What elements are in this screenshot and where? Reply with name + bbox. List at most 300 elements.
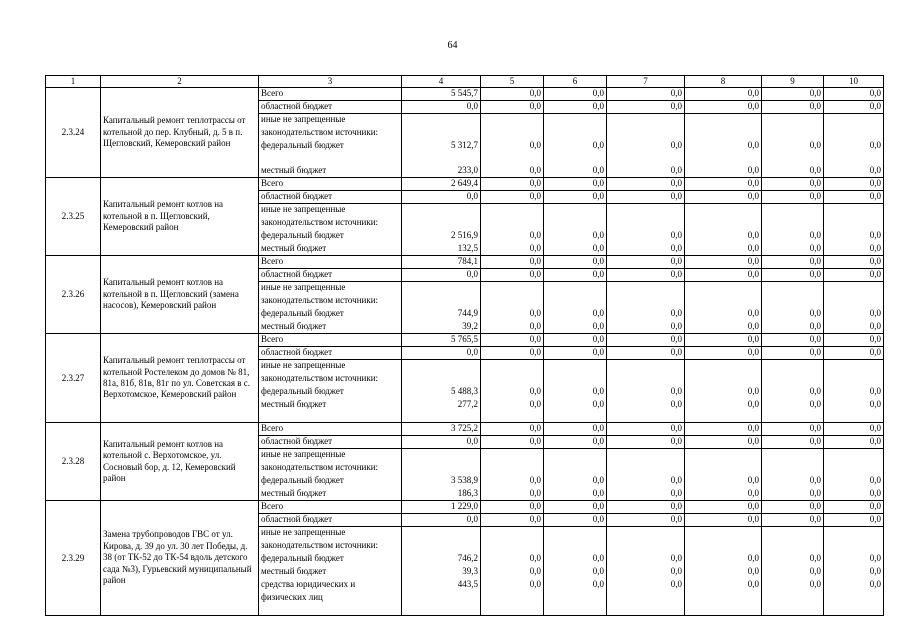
- source-label: законодательством источники:: [259, 462, 402, 475]
- amount-cell: 0,0: [481, 256, 544, 269]
- empty-cell: [607, 592, 685, 616]
- column-header: 10: [824, 76, 884, 88]
- empty-cell: [481, 114, 544, 127]
- empty-cell: [402, 127, 481, 140]
- item-code: 2.3.24: [46, 88, 101, 178]
- amount-cell: 0,0: [607, 386, 685, 399]
- amount-cell: 0,0: [402, 436, 481, 449]
- empty-cell: [762, 282, 824, 295]
- amount-cell: 0,0: [481, 423, 544, 436]
- amount-cell: 0,0: [824, 178, 884, 191]
- amount-cell: 5 545,7: [402, 88, 481, 101]
- amount-cell: 0,0: [762, 514, 824, 527]
- amount-cell: 0,0: [762, 436, 824, 449]
- amount-cell: 0,0: [607, 501, 685, 514]
- amount-cell: 0,0: [607, 579, 685, 592]
- amount-cell: 0,0: [824, 243, 884, 256]
- amount-cell: 0,0: [544, 423, 607, 436]
- budget-table: [45, 75, 884, 616]
- item-code: 2.3.27: [46, 334, 101, 423]
- empty-cell: [762, 373, 824, 386]
- amount-cell: 0,0: [824, 436, 884, 449]
- amount-cell: 39,2: [402, 321, 481, 334]
- amount-cell: 5 765,5: [402, 334, 481, 347]
- source-label: местный бюджет: [259, 566, 402, 579]
- empty-cell: [824, 114, 884, 127]
- amount-cell: 0,0: [481, 321, 544, 334]
- amount-cell: 0,0: [685, 269, 762, 282]
- empty-cell: [762, 295, 824, 308]
- empty-cell: [685, 295, 762, 308]
- amount-cell: 0,0: [762, 230, 824, 243]
- amount-cell: 0,0: [607, 423, 685, 436]
- item-code: 2.3.26: [46, 256, 101, 334]
- amount-cell: 0,0: [685, 178, 762, 191]
- header-row: [46, 76, 884, 88]
- amount-cell: 0,0: [824, 579, 884, 592]
- column-header: 2: [101, 76, 259, 88]
- item-name: Капитальный ремонт котлов на котельной в п. Щегловский, Кемеровский район: [101, 178, 259, 256]
- amount-cell: 0,0: [607, 269, 685, 282]
- empty-cell: [402, 204, 481, 217]
- empty-cell: [481, 360, 544, 373]
- amount-cell: 0,0: [685, 230, 762, 243]
- source-label: физических лиц: [259, 592, 402, 616]
- table-row: [46, 178, 884, 191]
- empty-cell: [402, 592, 481, 616]
- empty-cell: [824, 373, 884, 386]
- empty-cell: [544, 592, 607, 616]
- source-label: средства юридических и: [259, 579, 402, 592]
- amount-cell: 0,0: [481, 334, 544, 347]
- source-label: областной бюджет: [259, 269, 402, 282]
- amount-cell: 5 312,7: [402, 140, 481, 165]
- amount-cell: 0,0: [762, 347, 824, 360]
- source-label: федеральный бюджет: [259, 386, 402, 399]
- amount-cell: 0,0: [607, 321, 685, 334]
- column-header: 9: [762, 76, 824, 88]
- table-row: [46, 501, 884, 514]
- amount-cell: 0,0: [607, 553, 685, 566]
- source-label: областной бюджет: [259, 514, 402, 527]
- amount-cell: 0,0: [481, 269, 544, 282]
- item-name: Капитальный ремонт котлов на котельной с. Верхотомское, ул. Сосновый бор, д. 12, Кемеровский район: [101, 423, 259, 501]
- source-label: местный бюджет: [259, 488, 402, 501]
- empty-cell: [607, 114, 685, 127]
- column-header: 3: [259, 76, 402, 88]
- source-label: Всего: [259, 334, 402, 347]
- amount-cell: 0,0: [544, 386, 607, 399]
- amount-cell: 0,0: [544, 191, 607, 204]
- amount-cell: 0,0: [607, 191, 685, 204]
- amount-cell: 0,0: [685, 579, 762, 592]
- empty-cell: [762, 127, 824, 140]
- source-label: местный бюджет: [259, 165, 402, 178]
- empty-cell: [607, 295, 685, 308]
- empty-cell: [685, 360, 762, 373]
- source-label: местный бюджет: [259, 321, 402, 334]
- amount-cell: 0,0: [762, 488, 824, 501]
- source-label: областной бюджет: [259, 191, 402, 204]
- source-label: федеральный бюджет: [259, 230, 402, 243]
- empty-cell: [402, 217, 481, 230]
- empty-cell: [481, 449, 544, 462]
- amount-cell: 0,0: [402, 269, 481, 282]
- column-header: 5: [481, 76, 544, 88]
- empty-cell: [481, 592, 544, 616]
- empty-cell: [607, 373, 685, 386]
- empty-cell: [685, 540, 762, 553]
- item-name: Замена трубопроводов ГВС от ул. Кирова, д. 39 до ул. 30 лет Победы, д. 38 (от ТК-52 до ТК-54 вдоль детского сада №3), Гурьевский муниципальный район: [101, 501, 259, 616]
- empty-cell: [402, 540, 481, 553]
- empty-cell: [481, 127, 544, 140]
- amount-cell: 0,0: [481, 386, 544, 399]
- source-label: законодательством источники:: [259, 127, 402, 140]
- amount-cell: 0,0: [481, 501, 544, 514]
- empty-cell: [762, 217, 824, 230]
- empty-cell: [762, 527, 824, 540]
- empty-cell: [824, 217, 884, 230]
- item-code: 2.3.28: [46, 423, 101, 501]
- amount-cell: 0,0: [824, 514, 884, 527]
- amount-cell: 744,9: [402, 308, 481, 321]
- amount-cell: 0,0: [544, 269, 607, 282]
- empty-cell: [685, 282, 762, 295]
- amount-cell: 0,0: [607, 165, 685, 178]
- amount-cell: 0,0: [824, 191, 884, 204]
- amount-cell: 0,0: [607, 347, 685, 360]
- amount-cell: 0,0: [824, 334, 884, 347]
- amount-cell: 0,0: [607, 514, 685, 527]
- amount-cell: 3 538,9: [402, 475, 481, 488]
- amount-cell: 0,0: [824, 321, 884, 334]
- amount-cell: 0,0: [762, 566, 824, 579]
- amount-cell: 0,0: [481, 488, 544, 501]
- amount-cell: 5 488,3: [402, 386, 481, 399]
- amount-cell: 0,0: [762, 423, 824, 436]
- amount-cell: 0,0: [607, 256, 685, 269]
- amount-cell: 0,0: [762, 321, 824, 334]
- amount-cell: 0,0: [762, 501, 824, 514]
- source-label: местный бюджет: [259, 399, 402, 423]
- page-number: 64: [447, 40, 458, 51]
- amount-cell: 277,2: [402, 399, 481, 423]
- amount-cell: 0,0: [685, 256, 762, 269]
- source-label: законодательством источники:: [259, 295, 402, 308]
- empty-cell: [607, 527, 685, 540]
- amount-cell: 0,0: [481, 436, 544, 449]
- source-label: законодательством источники:: [259, 540, 402, 553]
- amount-cell: 0,0: [607, 436, 685, 449]
- source-label: федеральный бюджет: [259, 475, 402, 488]
- amount-cell: 0,0: [824, 140, 884, 165]
- empty-cell: [607, 282, 685, 295]
- amount-cell: 0,0: [762, 386, 824, 399]
- empty-cell: [544, 462, 607, 475]
- amount-cell: 132,5: [402, 243, 481, 256]
- empty-cell: [544, 360, 607, 373]
- amount-cell: 0,0: [544, 101, 607, 114]
- empty-cell: [402, 462, 481, 475]
- item-name: Капитальный ремонт теплотрассы от котельной Ростелеком до домов № 81, 81а, 81б, 81в, 81г по ул. Советская в с. Верхотомское, Кемеровский район: [101, 334, 259, 423]
- amount-cell: 0,0: [544, 140, 607, 165]
- empty-cell: [544, 540, 607, 553]
- amount-cell: 0,0: [685, 501, 762, 514]
- amount-cell: 0,0: [685, 243, 762, 256]
- source-label: областной бюджет: [259, 436, 402, 449]
- amount-cell: 0,0: [762, 553, 824, 566]
- amount-cell: 0,0: [824, 347, 884, 360]
- table-row: [46, 334, 884, 347]
- item-name: Капитальный ремонт теплотрассы от котельной до пер. Клубный, д. 5 в п. Щегловский, Кемеровский район: [101, 88, 259, 178]
- amount-cell: 0,0: [824, 101, 884, 114]
- amount-cell: 0,0: [607, 399, 685, 423]
- amount-cell: 0,0: [824, 423, 884, 436]
- column-header: 4: [402, 76, 481, 88]
- amount-cell: 0,0: [544, 399, 607, 423]
- empty-cell: [607, 127, 685, 140]
- empty-cell: [824, 360, 884, 373]
- amount-cell: 0,0: [685, 165, 762, 178]
- amount-cell: 2 649,4: [402, 178, 481, 191]
- empty-cell: [607, 449, 685, 462]
- amount-cell: 0,0: [685, 423, 762, 436]
- amount-cell: 0,0: [685, 514, 762, 527]
- empty-cell: [824, 527, 884, 540]
- amount-cell: 0,0: [402, 514, 481, 527]
- amount-cell: 0,0: [685, 101, 762, 114]
- source-label: иные не запрещенные: [259, 360, 402, 373]
- amount-cell: 0,0: [481, 399, 544, 423]
- source-label: иные не запрещенные: [259, 449, 402, 462]
- empty-cell: [824, 540, 884, 553]
- source-label: федеральный бюджет: [259, 553, 402, 566]
- source-label: областной бюджет: [259, 101, 402, 114]
- amount-cell: 0,0: [685, 88, 762, 101]
- empty-cell: [824, 592, 884, 616]
- empty-cell: [762, 114, 824, 127]
- amount-cell: 443,5: [402, 579, 481, 592]
- column-header: 8: [685, 76, 762, 88]
- empty-cell: [685, 527, 762, 540]
- empty-cell: [762, 462, 824, 475]
- source-label: местный бюджет: [259, 243, 402, 256]
- empty-cell: [685, 204, 762, 217]
- empty-cell: [544, 114, 607, 127]
- empty-cell: [685, 114, 762, 127]
- amount-cell: 0,0: [824, 501, 884, 514]
- empty-cell: [544, 449, 607, 462]
- amount-cell: 0,0: [685, 191, 762, 204]
- amount-cell: 0,0: [762, 101, 824, 114]
- empty-cell: [607, 540, 685, 553]
- amount-cell: 0,0: [824, 386, 884, 399]
- empty-cell: [685, 127, 762, 140]
- empty-cell: [402, 527, 481, 540]
- empty-cell: [481, 527, 544, 540]
- amount-cell: 0,0: [762, 88, 824, 101]
- column-header: 6: [544, 76, 607, 88]
- empty-cell: [607, 360, 685, 373]
- amount-cell: 0,0: [762, 178, 824, 191]
- source-label: областной бюджет: [259, 347, 402, 360]
- empty-cell: [402, 295, 481, 308]
- table-row: [46, 423, 884, 436]
- amount-cell: 0,0: [607, 230, 685, 243]
- amount-cell: 0,0: [402, 191, 481, 204]
- amount-cell: 0,0: [481, 243, 544, 256]
- item-code: 2.3.29: [46, 501, 101, 616]
- amount-cell: 0,0: [762, 579, 824, 592]
- source-label: Всего: [259, 501, 402, 514]
- amount-cell: 0,0: [824, 475, 884, 488]
- amount-cell: 0,0: [824, 165, 884, 178]
- amount-cell: 0,0: [685, 334, 762, 347]
- empty-cell: [481, 462, 544, 475]
- amount-cell: 0,0: [402, 101, 481, 114]
- amount-cell: 0,0: [481, 230, 544, 243]
- amount-cell: 0,0: [544, 566, 607, 579]
- amount-cell: 0,0: [762, 243, 824, 256]
- item-code: 2.3.25: [46, 178, 101, 256]
- source-label: иные не запрещенные: [259, 282, 402, 295]
- amount-cell: 0,0: [481, 191, 544, 204]
- amount-cell: 0,0: [685, 386, 762, 399]
- amount-cell: 0,0: [481, 347, 544, 360]
- amount-cell: 0,0: [762, 334, 824, 347]
- amount-cell: 0,0: [685, 553, 762, 566]
- empty-cell: [607, 462, 685, 475]
- amount-cell: 0,0: [824, 566, 884, 579]
- source-label: иные не запрещенные: [259, 527, 402, 540]
- amount-cell: 0,0: [762, 308, 824, 321]
- amount-cell: 0,0: [481, 88, 544, 101]
- amount-cell: 0,0: [607, 243, 685, 256]
- amount-cell: 0,0: [544, 178, 607, 191]
- source-label: иные не запрещенные: [259, 114, 402, 127]
- amount-cell: 3 725,2: [402, 423, 481, 436]
- amount-cell: 0,0: [824, 553, 884, 566]
- amount-cell: 186,3: [402, 488, 481, 501]
- empty-cell: [824, 204, 884, 217]
- empty-cell: [481, 540, 544, 553]
- amount-cell: 0,0: [544, 165, 607, 178]
- amount-cell: 0,0: [481, 101, 544, 114]
- amount-cell: 0,0: [607, 88, 685, 101]
- amount-cell: 0,0: [824, 230, 884, 243]
- amount-cell: 0,0: [544, 436, 607, 449]
- amount-cell: 784,1: [402, 256, 481, 269]
- empty-cell: [544, 295, 607, 308]
- amount-cell: 0,0: [544, 308, 607, 321]
- source-label: Всего: [259, 423, 402, 436]
- amount-cell: 0,0: [685, 399, 762, 423]
- source-label: Всего: [259, 88, 402, 101]
- amount-cell: 0,0: [824, 488, 884, 501]
- empty-cell: [824, 127, 884, 140]
- amount-cell: 0,0: [544, 514, 607, 527]
- amount-cell: 0,0: [481, 165, 544, 178]
- empty-cell: [481, 282, 544, 295]
- amount-cell: 746,2: [402, 553, 481, 566]
- empty-cell: [544, 527, 607, 540]
- amount-cell: 0,0: [824, 269, 884, 282]
- amount-cell: 0,0: [762, 475, 824, 488]
- empty-cell: [762, 204, 824, 217]
- empty-cell: [685, 462, 762, 475]
- amount-cell: 0,0: [824, 308, 884, 321]
- empty-cell: [402, 360, 481, 373]
- amount-cell: 0,0: [544, 347, 607, 360]
- amount-cell: 39,3: [402, 566, 481, 579]
- empty-cell: [762, 540, 824, 553]
- empty-cell: [824, 449, 884, 462]
- amount-cell: 0,0: [685, 347, 762, 360]
- empty-cell: [402, 449, 481, 462]
- empty-cell: [481, 295, 544, 308]
- amount-cell: 0,0: [607, 488, 685, 501]
- amount-cell: 0,0: [762, 165, 824, 178]
- empty-cell: [685, 592, 762, 616]
- amount-cell: 0,0: [544, 579, 607, 592]
- amount-cell: 0,0: [544, 334, 607, 347]
- empty-cell: [685, 217, 762, 230]
- amount-cell: 0,0: [481, 566, 544, 579]
- empty-cell: [402, 114, 481, 127]
- amount-cell: 0,0: [544, 321, 607, 334]
- amount-cell: 0,0: [607, 566, 685, 579]
- amount-cell: 0,0: [762, 140, 824, 165]
- amount-cell: 0,0: [544, 475, 607, 488]
- amount-cell: 0,0: [607, 308, 685, 321]
- amount-cell: 0,0: [481, 579, 544, 592]
- amount-cell: 0,0: [544, 256, 607, 269]
- table-body: [46, 88, 884, 616]
- amount-cell: 0,0: [607, 140, 685, 165]
- source-label: Всего: [259, 178, 402, 191]
- amount-cell: 0,0: [762, 191, 824, 204]
- amount-cell: 0,0: [481, 514, 544, 527]
- amount-cell: 0,0: [762, 269, 824, 282]
- empty-cell: [544, 373, 607, 386]
- amount-cell: 0,0: [685, 140, 762, 165]
- empty-cell: [402, 282, 481, 295]
- empty-cell: [685, 373, 762, 386]
- source-label: законодательством источники:: [259, 373, 402, 386]
- empty-cell: [762, 449, 824, 462]
- amount-cell: 1 229,0: [402, 501, 481, 514]
- amount-cell: 0,0: [762, 399, 824, 423]
- amount-cell: 0,0: [607, 334, 685, 347]
- amount-cell: 0,0: [481, 553, 544, 566]
- empty-cell: [762, 360, 824, 373]
- amount-cell: 0,0: [544, 88, 607, 101]
- empty-cell: [481, 204, 544, 217]
- amount-cell: 0,0: [607, 475, 685, 488]
- amount-cell: 0,0: [824, 399, 884, 423]
- amount-cell: 0,0: [402, 347, 481, 360]
- amount-cell: 0,0: [544, 553, 607, 566]
- amount-cell: 0,0: [544, 501, 607, 514]
- empty-cell: [544, 217, 607, 230]
- empty-cell: [481, 373, 544, 386]
- empty-cell: [544, 204, 607, 217]
- empty-cell: [544, 127, 607, 140]
- amount-cell: 233,0: [402, 165, 481, 178]
- amount-cell: 0,0: [762, 256, 824, 269]
- amount-cell: 0,0: [824, 88, 884, 101]
- empty-cell: [544, 282, 607, 295]
